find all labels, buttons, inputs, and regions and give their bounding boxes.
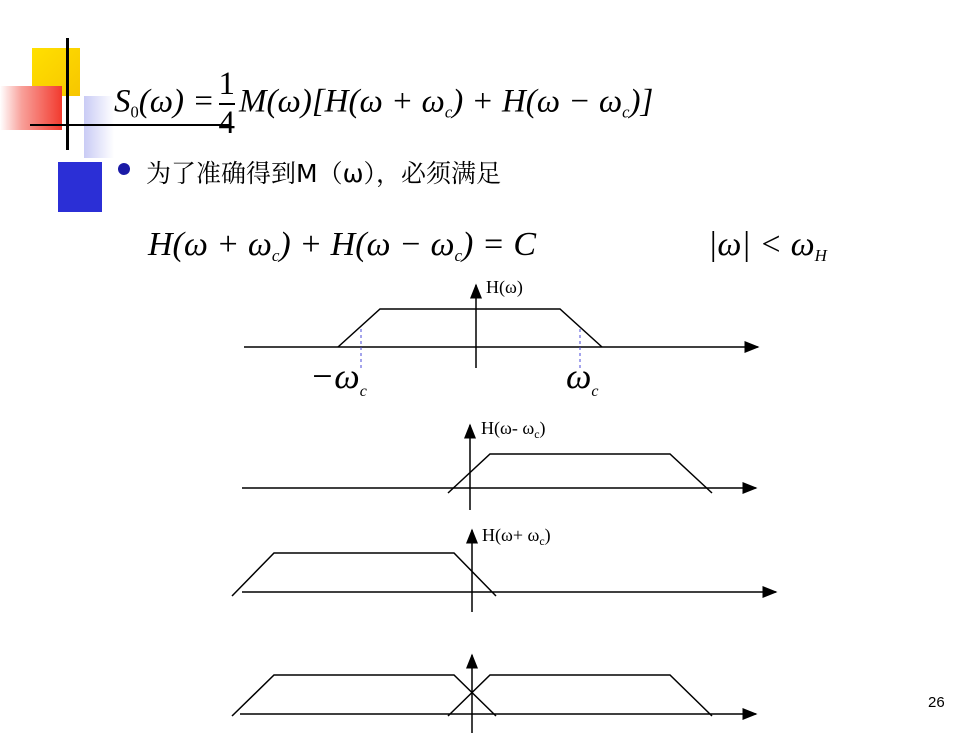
d3-ylabel: $H(\omega+ \omega_c)$ [482, 525, 551, 548]
bullet-text: 为了准确得到M（ω），必须满足 [146, 159, 502, 188]
d4-trapezoid-right [448, 675, 712, 716]
d2-ylabel: H(ω- $\omega_c$) [481, 418, 546, 441]
d2-trapezoid [448, 454, 712, 493]
d1-neg-omega-c: $-\omega_c$ [310, 356, 367, 400]
diagram-h-omega-minus-c [242, 418, 756, 510]
d1-ylabel: H(ω) [486, 277, 523, 297]
diagram-sum [232, 655, 756, 733]
equation-range-condition: $|\omega| < \omega_H$ [708, 226, 827, 265]
fraction-denominator: 4 [218, 105, 236, 141]
equation-s0: $S_0(\omega)$ = $\frac{1}{4}$ $M(\omega)[H(\omega + \omega_c) + H(\omega - \omega_c)]$ [114, 66, 654, 141]
d4-trapezoid-left [232, 675, 496, 716]
diagram-h-omega [244, 277, 758, 400]
fraction-numerator: 1 [218, 66, 236, 102]
equation-condition: $H(\omega + \omega_c) + H(\omega - \omega_c) = C$ [148, 226, 536, 265]
page-number: 26 [928, 694, 945, 711]
d3-trapezoid [232, 553, 496, 596]
diagram-h-omega-plus-c [232, 525, 776, 612]
d1-pos-omega-c: $\omega_c$ [566, 356, 599, 400]
d1-trapezoid [338, 309, 602, 347]
